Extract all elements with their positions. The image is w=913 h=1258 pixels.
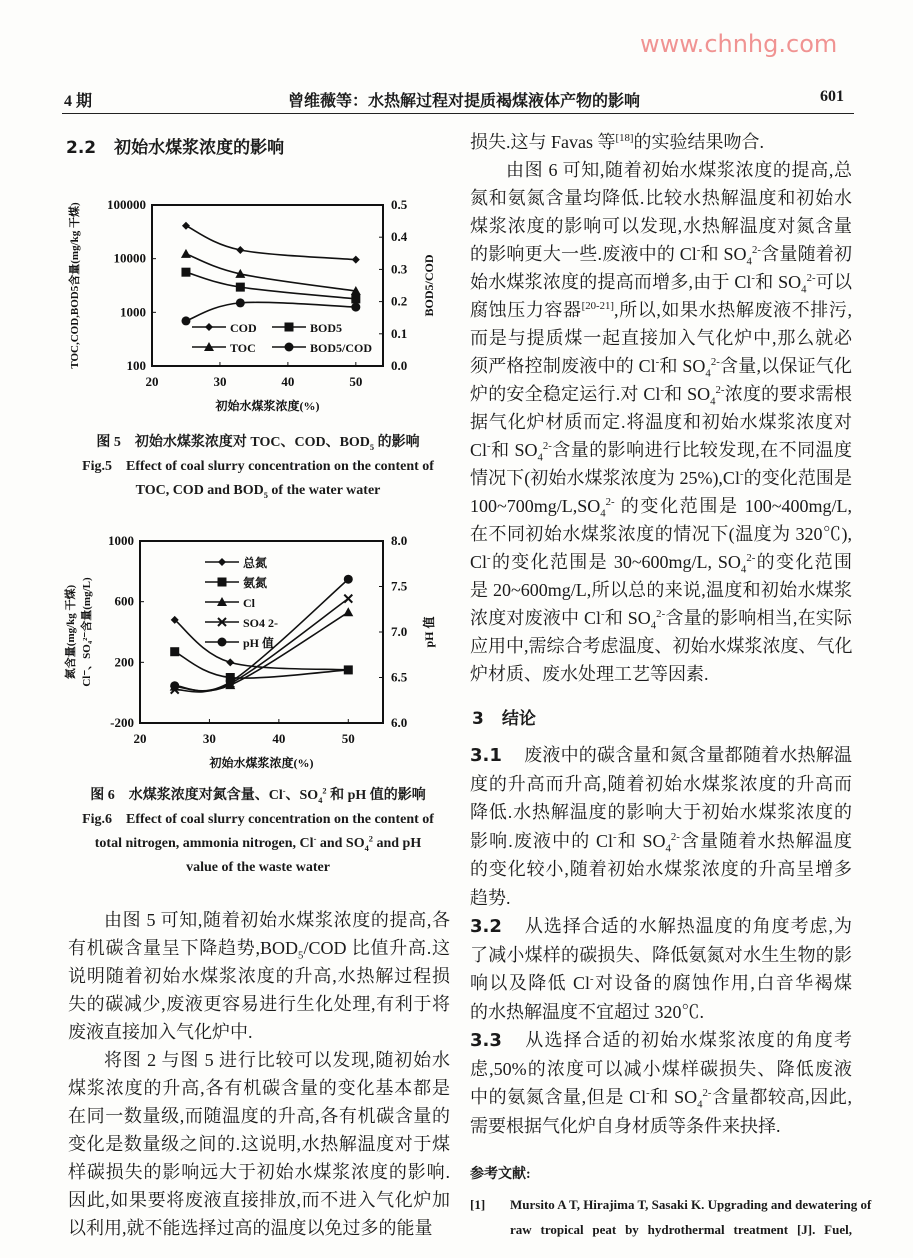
text-line: 炉的安全稳定运行.对 Cl-和 $SO_4^{2-}$浓度的要求需根 [470, 384, 852, 408]
text-line: 需要根据气化炉自身材质等条件来抉择. [470, 1115, 781, 1136]
y2-axis-label: pH 值 [422, 616, 436, 648]
right-column-text [470, 128, 852, 688]
data-point [344, 595, 352, 603]
text-line: 废液直接加入气化炉中. [68, 1022, 253, 1042]
legend-label: TOC [230, 341, 256, 355]
y-tick-label: -200 [110, 715, 134, 730]
data-point [236, 298, 245, 307]
text-line: 降低.水热解温度的影响大于初始水煤浆浓度的 [470, 802, 852, 822]
text-line: 腐蚀压力容器[20-21],所以,如果水热解废液不排污, [470, 300, 853, 320]
y-axis-label: 氮含量(mg/kg 干煤) [65, 584, 77, 680]
data-point [344, 665, 353, 674]
text-line: 由图 6 可知,随着初始水煤浆浓度的提高,总 [506, 160, 852, 180]
text-line: 浓度对废液中 Cl-和 $SO_4^{2-}$含量的影响相当,在实际 [470, 608, 853, 632]
legend-label: pH 值 [243, 636, 275, 650]
x-tick-label: 40 [281, 374, 295, 389]
series-line-0 [186, 226, 356, 260]
section-title: 结论 [501, 709, 536, 729]
reference-number: [1] [470, 1197, 486, 1212]
y2-axis-label: BOD5/COD [422, 254, 436, 317]
data-point [181, 316, 190, 325]
y2-tick-label: 0.3 [391, 261, 408, 277]
text-line: 炉材质、废水处理工艺等因素. [470, 664, 709, 684]
series-line-3 [186, 302, 356, 321]
header-issue: 4 期 [64, 93, 93, 110]
y2-tick-label: 0.5 [391, 197, 408, 212]
text-line: 影响.废液中的 Cl-和 $SO_4^{2-}$含量随着水热解温度 [470, 830, 853, 855]
data-point [170, 681, 179, 690]
y-tick-label: 100 [126, 358, 146, 373]
x-tick-label: 50 [349, 374, 363, 389]
x-tick-label: 50 [341, 731, 355, 746]
subsection-number: 3.3 [470, 1030, 502, 1051]
section-3-heading [472, 704, 536, 729]
figure-5-caption [62, 431, 454, 503]
legend-label: COD [230, 321, 257, 335]
figure-6-caption-cn: 图 6 水煤浆浓度对氮含量、Cl-、$SO_4^2$ 和 pH 值的影响 [90, 786, 426, 805]
data-point [226, 678, 235, 687]
text-line: 说明随着初始水煤浆浓度的升高,水热解过程损 [68, 966, 450, 986]
conclusion-3-1 [470, 741, 852, 912]
legend-marker [218, 558, 226, 566]
y-axis-label-2: Cl⁻、SO₄²⁻含量(mg/L) [81, 577, 93, 687]
data-point [351, 294, 360, 303]
x-tick-label: 20 [133, 731, 147, 746]
text-line: 虑,50%的浓度可以减小煤样碳损失、降低废液 [470, 1058, 852, 1079]
figure-6-caption [62, 784, 454, 880]
header-title: 曾维薇等：水热解过程对提质褐煤液体产物的影响 [288, 93, 641, 110]
text-line: 样碳损失的影响远大于初始水煤浆浓度的影响. [68, 1162, 450, 1182]
text-line: 从选择合适的初始水煤浆浓度的角度考 [523, 1030, 852, 1050]
legend-marker [285, 323, 294, 332]
text-line [470, 1026, 852, 1055]
text-line: 的水热解温度不宜超过 320℃. [470, 1001, 704, 1022]
y2-tick-label: 8.0 [391, 533, 408, 548]
figure-6-caption-en: Fig.6 Effect of coal slurry concentration on the content of [82, 812, 434, 827]
legend-marker [285, 343, 294, 352]
subsection-number: 3.1 [470, 745, 502, 766]
reference-text: Mursito A T, Hirajima T, Sasaki K. Upgrading and dewatering of [510, 1197, 872, 1212]
text-line: Cl-的变化范围是 30~600mg/L, $SO_4^{2-}$的变化范围 [470, 552, 852, 576]
y2-tick-label: 0.0 [391, 358, 408, 373]
y2-tick-label: 6.5 [391, 669, 408, 685]
text-line: 煤浆浓度的升高,各有机碳含量的变化基本都是 [68, 1078, 450, 1098]
section-number: 2.2 [66, 138, 97, 158]
header-page-number: 601 [820, 88, 844, 105]
figure-5-caption-en: TOC, COD and $BOD_5$ of the water water [135, 483, 381, 500]
text-line: 的影响更大一些.废液中的 Cl-和 $SO_4^{2-}$含量随着初 [470, 244, 852, 268]
x-tick-label: 30 [202, 731, 216, 746]
y-tick-label: 600 [114, 593, 134, 609]
text-line: 度的升高而升高,随着初始水煤浆浓度的升高而 [470, 773, 852, 794]
y-tick-label: 1000 [108, 533, 134, 548]
text-line: 从选择合适的水解热温度的角度考虑,为 [523, 916, 852, 936]
text-line: 损失.这与 Favas 等[18]的实验结果吻合. [470, 132, 764, 152]
x-tick-label: 20 [145, 374, 159, 389]
text-line: 将图 2 与图 5 进行比较可以发现,随初始水 [104, 1050, 450, 1070]
text-line: 趋势. [470, 887, 511, 908]
series-line-1 [186, 272, 356, 299]
watermark: www.chnhg.com [640, 30, 838, 58]
text-line [470, 912, 852, 941]
subsection-number: 3.2 [470, 916, 502, 937]
x-tick-label: 40 [272, 731, 286, 746]
series-line-2 [186, 254, 356, 291]
figure-6-caption-en: total nitrogen, ammonia nitrogen, Cl- and $SO_4^2$ and pH [94, 834, 422, 853]
text-line: 了减小煤样的碳损失、降低氨氮对水生生物的影 [470, 944, 852, 965]
legend-label: 总氮 [243, 556, 268, 570]
x-axis-label: 初始水煤浆浓度(%) [215, 399, 320, 413]
legend-label: 氨氮 [243, 576, 268, 590]
text-line: 废液中的碳含量和氮含量都随着水热解温 [523, 745, 852, 765]
text-line: 以利用,就不能选择过高的温度以免过多的能量 [68, 1218, 433, 1238]
x-tick-label: 30 [213, 374, 227, 389]
references-heading: 参考文献: [470, 1167, 531, 1182]
y-axis-label: TOC,COD,BOD5含量(mg/kg 干煤) [69, 202, 81, 369]
legend-label: BOD5 [310, 321, 343, 335]
text-line: 据气化炉材质而定.将温度和初始水煤浆浓度对 [470, 412, 852, 432]
y2-tick-label: 0.4 [391, 229, 408, 245]
text-line [470, 741, 852, 770]
text-line: 失的碳减少,废液更容易进行生化处理,有利于将 [68, 994, 450, 1014]
y-tick-label: 1000 [120, 304, 146, 320]
data-point [352, 256, 360, 264]
data-point [343, 607, 353, 616]
text-line: 而是与提质煤一起直接加入气化炉中,那么就必 [470, 328, 852, 348]
conclusion-3-3 [470, 1026, 852, 1140]
y-tick-label: 10000 [113, 250, 146, 266]
text-line: 须严格控制废液中的 Cl-和 $SO_4^{2-}$含量,以保证气化 [470, 356, 853, 380]
data-point [344, 575, 353, 584]
conclusions [470, 741, 852, 1140]
text-line: 情况下(初始水煤浆浓度为 25%),Cl-的变化范围是 [470, 468, 853, 488]
data-point [170, 647, 179, 656]
series-line-1 [175, 652, 349, 678]
text-line: 因此,如果要将废液直接排放,而不进入气化炉加 [68, 1190, 450, 1210]
y2-tick-label: 0.2 [391, 293, 408, 309]
text-line: $100\sim 700mg/L,SO_4^{2-}$ 的变化范围是 100~400mg/L, [470, 496, 852, 520]
figure-5-caption-en: Fig.5 Effect of coal slurry concentration on the content of [82, 459, 434, 474]
reference-item [470, 1192, 872, 1242]
y-tick-label: 100000 [107, 197, 146, 212]
figure-6-caption-en: value of the waste water [186, 860, 330, 875]
section-number: 3 [472, 709, 484, 729]
text-line: 响以及降低 Cl-对设备的腐蚀作用,白音华褐煤 [470, 973, 853, 993]
text-line: 的变化较小,随着初始水煤浆浓度的升高呈增多 [470, 859, 852, 879]
y-tick-label: 200 [114, 654, 134, 670]
legend-label: BOD5/COD [310, 341, 373, 355]
reference-text: raw tropical peat by hydrothermal treatment [J]. Fuel, [510, 1222, 852, 1237]
text-line: Cl-和 $SO_4^{2-}$含量的影响进行比较发现,在不同温度 [470, 440, 852, 464]
y2-tick-label: 7.0 [391, 624, 408, 639]
text-line: 应用中,需综合考虑温度、初始水煤浆浓度、气化 [470, 636, 853, 656]
data-point [351, 303, 360, 312]
text-line: 有机碳含量呈下降趋势$,BOD_5$/COD 比值升高.这 [68, 938, 450, 962]
legend-label: Cl [243, 596, 255, 610]
figure-5-caption-cn: 图 5 初始水煤浆浓度对 TOC、COD、$BOD_5$ 的影响 [96, 435, 420, 452]
text-line: 变化是数量级之间的.这说明,水热解温度对于煤 [68, 1134, 450, 1154]
data-point [181, 268, 190, 277]
text-line: 是 20~600mg/L,所以总的来说,温度和初始水煤浆 [470, 580, 852, 600]
text-line: 始水煤浆浓度的提高而增多,由于 Cl-和 $SO_4^{2-}$可以 [470, 272, 853, 296]
y2-tick-label: 0.1 [391, 325, 408, 341]
conclusion-3-2 [470, 912, 852, 1026]
x-axis-label: 初始水煤浆浓度(%) [209, 756, 314, 770]
text-line: 煤浆浓度的影响可以发现,水热解温度对氮含量 [470, 216, 852, 236]
legend-label: SO4 2- [243, 616, 279, 630]
data-point [236, 246, 244, 254]
data-point [226, 658, 234, 666]
text-line: 中的氨氮含量,但是 Cl-和 $SO_4^{2-}$含量都较高,因此, [470, 1087, 853, 1111]
text-line: 在不同初始水煤浆浓度的情况下(温度为 320℃), [470, 524, 852, 544]
legend-marker [205, 323, 213, 331]
text-line: 在同一数量级,而随温度的升高,各有机碳含量的 [68, 1106, 450, 1126]
data-point [181, 249, 191, 258]
left-column-text [68, 906, 450, 1242]
text-line: 由图 5 可知,随着初始水煤浆浓度的提高,各 [104, 910, 450, 930]
legend-marker [218, 578, 227, 587]
data-point [236, 283, 245, 292]
y2-tick-label: 7.5 [391, 578, 408, 594]
data-point [182, 222, 190, 230]
section-title: 初始水煤浆浓度的影响 [114, 138, 285, 158]
legend-marker [218, 638, 227, 647]
text-line: 氮和氨氮含量均降低.比较水热解温度和初始水 [470, 188, 852, 208]
y2-tick-label: 6.0 [391, 715, 408, 730]
